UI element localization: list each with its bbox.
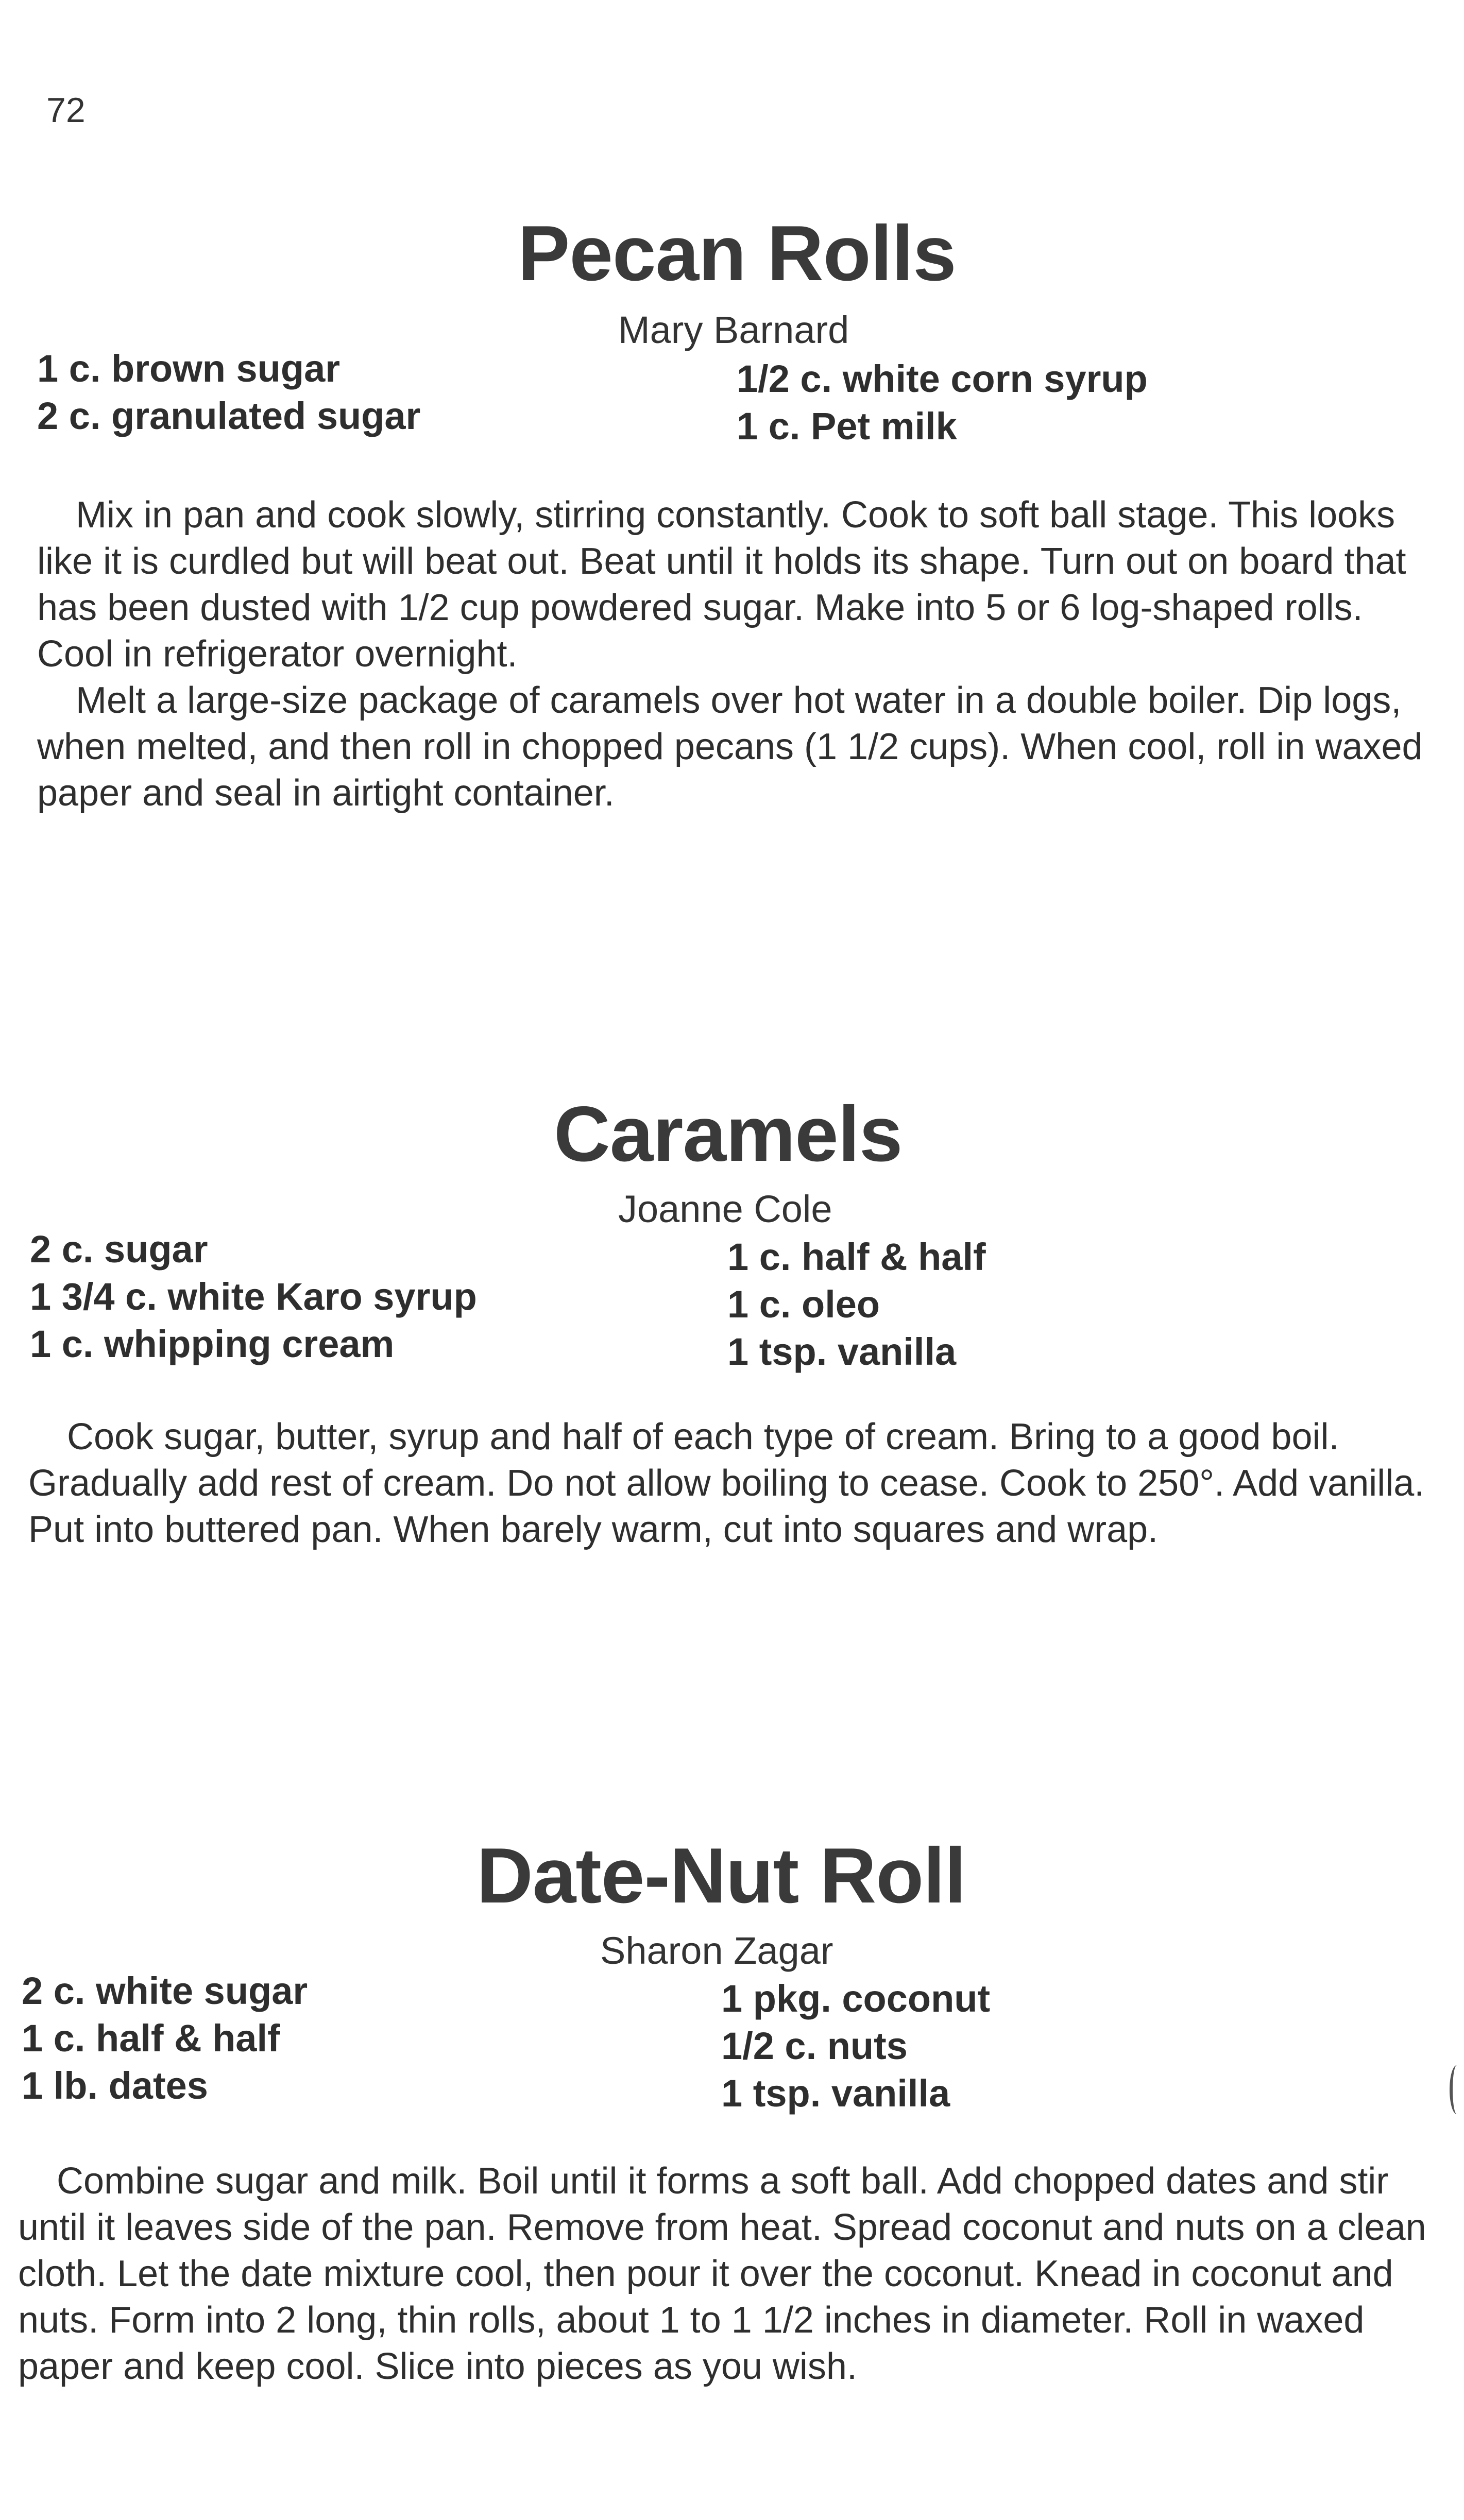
directions-paragraph: Cook sugar, butter, syrup and half of each type of cream. Bring to a good boil. Gradually add rest of cream. Do not allow boiling to cease. Cook to 250°. Add vanilla. Put into buttered pan. When barely warm, cut into squares and wrap. xyxy=(28,1416,1425,1550)
ingredient-item: 1 pkg. coconut xyxy=(721,1977,991,2020)
ingredient-item: 1 3/4 c. white Karo syrup xyxy=(30,1275,477,1318)
directions-paragraph: Melt a large-size package of caramels over hot water in a double boiler. Dip logs, when melted, and then roll in chopped pecans (1 1/2 cups). When cool, roll in waxed paper and seal in airtight container. xyxy=(37,680,1423,814)
recipe-author: Sharon Zagar xyxy=(600,1929,833,1972)
ingredient-item: 1 tsp. vanilla xyxy=(721,2072,950,2115)
recipe-title: Caramels xyxy=(554,1090,903,1178)
ingredient-item: 1/2 c. nuts xyxy=(721,2025,908,2067)
ingredients-right xyxy=(721,1975,990,2117)
recipe-title: Date-Nut Roll xyxy=(476,1832,966,1919)
recipe-author: Mary Barnard xyxy=(618,308,849,351)
recipe-title: Pecan Rolls xyxy=(518,210,956,297)
ingredients-right xyxy=(727,1233,986,1376)
ingredients-left xyxy=(37,345,420,440)
ingredient-item: 1 c. half & half xyxy=(727,1236,986,1278)
ingredients-left xyxy=(22,1967,308,2110)
ingredient-item: 1 c. brown sugar xyxy=(37,347,341,390)
binding-edge-mark xyxy=(1450,2065,1464,2114)
ingredient-item: 1 tsp. vanilla xyxy=(727,1330,957,1373)
ingredient-item: 1/2 c. white corn syrup xyxy=(737,357,1148,400)
page-number: 72 xyxy=(46,91,86,130)
ingredient-item: 2 c. white sugar xyxy=(22,1969,308,2012)
ingredient-item: 2 c. granulated sugar xyxy=(37,395,421,437)
recipe-directions xyxy=(28,1414,1429,1553)
ingredient-item: 1 c. oleo xyxy=(727,1283,880,1326)
ingredient-item: 2 c. sugar xyxy=(30,1228,208,1271)
directions-paragraph: Mix in pan and cook slowly, stirring constantly. Cook to soft ball stage. This looks like it is curdled but will beat out. Beat until it holds its shape. Turn out on board that has been dusted with 1/2 cup powdered sugar. Make into 5 or 6 log-shaped rolls. Cool in refrigerator overnight. xyxy=(37,494,1406,675)
recipe-directions xyxy=(18,2158,1429,2390)
directions-paragraph: Combine sugar and milk. Boil until it forms a soft ball. Add chopped dates and stir until it leaves side of the pan. Remove from heat. Spread coconut and nuts on a clean cloth. Let the date mixture cool, then pour it over the coconut. Knead in coconut and nuts. Form into 2 long, thin rolls, about 1 to 1 1/2 inches in diameter. Roll in waxed paper and keep cool. Slice into pieces as you wish. xyxy=(18,2161,1426,2387)
ingredient-item: 1 c. whipping cream xyxy=(30,1323,395,1365)
recipe-directions xyxy=(37,492,1438,816)
ingredient-item: 1 c. half & half xyxy=(22,2017,280,2060)
ingredient-item: 1 c. Pet milk xyxy=(737,405,957,448)
ingredients-left xyxy=(30,1226,477,1368)
recipe-author: Joanne Cole xyxy=(618,1188,832,1230)
ingredients-right xyxy=(737,355,1148,450)
ingredient-item: 1 lb. dates xyxy=(22,2064,208,2107)
